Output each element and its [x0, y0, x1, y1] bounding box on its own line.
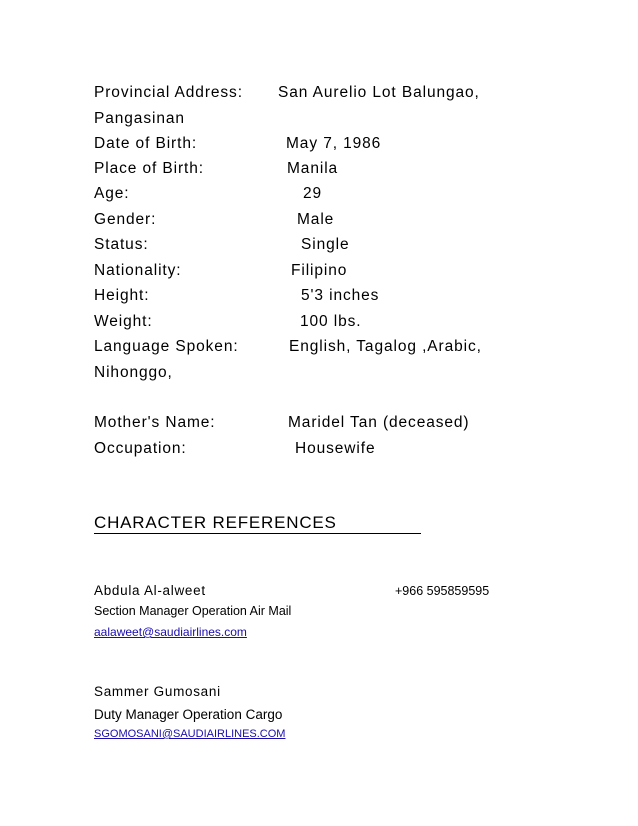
nationality-label: Nationality:	[94, 262, 182, 279]
dob-label: Date of Birth:	[94, 135, 198, 152]
height-label: Height:	[94, 287, 150, 304]
provincial-address-value: San Aurelio Lot Balungao,	[278, 84, 480, 101]
weight-label: Weight:	[94, 313, 153, 330]
ref1-email-link[interactable]: aalaweet@saudiairlines.com	[94, 625, 247, 639]
ref1-name: Abdula Al-alweet	[94, 583, 206, 598]
status-value: Single	[301, 236, 350, 253]
ref2-name: Sammer Gumosani	[94, 684, 221, 699]
height-value: 5'3 inches	[301, 287, 380, 304]
weight-value: 100 lbs.	[300, 313, 362, 330]
pob-label: Place of Birth:	[94, 160, 204, 177]
language-label: Language Spoken:	[94, 338, 239, 355]
pob-value: Manila	[287, 160, 339, 177]
ref1-phone: +966 595859595	[395, 584, 490, 598]
occupation-value: Housewife	[295, 440, 376, 457]
provincial-address-cont: Pangasinan	[94, 110, 185, 127]
nationality-value: Filipino	[291, 262, 348, 279]
gender-label: Gender:	[94, 211, 157, 228]
dob-value: May 7, 1986	[286, 135, 382, 152]
mother-value: Maridel Tan (deceased)	[288, 414, 470, 431]
language-cont: Nihonggo,	[94, 364, 173, 381]
age-value: 29	[303, 185, 323, 202]
age-label: Age:	[94, 185, 130, 202]
occupation-label: Occupation:	[94, 440, 187, 457]
language-value: English, Tagalog ,Arabic,	[289, 338, 482, 355]
character-references-heading: CHARACTER REFERENCES	[94, 513, 421, 534]
ref2-title: Duty Manager Operation Cargo	[94, 707, 283, 722]
status-label: Status:	[94, 236, 149, 253]
ref1-title: Section Manager Operation Air Mail	[94, 604, 292, 618]
provincial-address-label: Provincial Address:	[94, 84, 243, 101]
mother-label: Mother's Name:	[94, 414, 216, 431]
gender-value: Male	[297, 211, 335, 228]
ref2-email-link[interactable]: SGOMOSANI@SAUDIAIRLINES.COM	[94, 728, 286, 740]
